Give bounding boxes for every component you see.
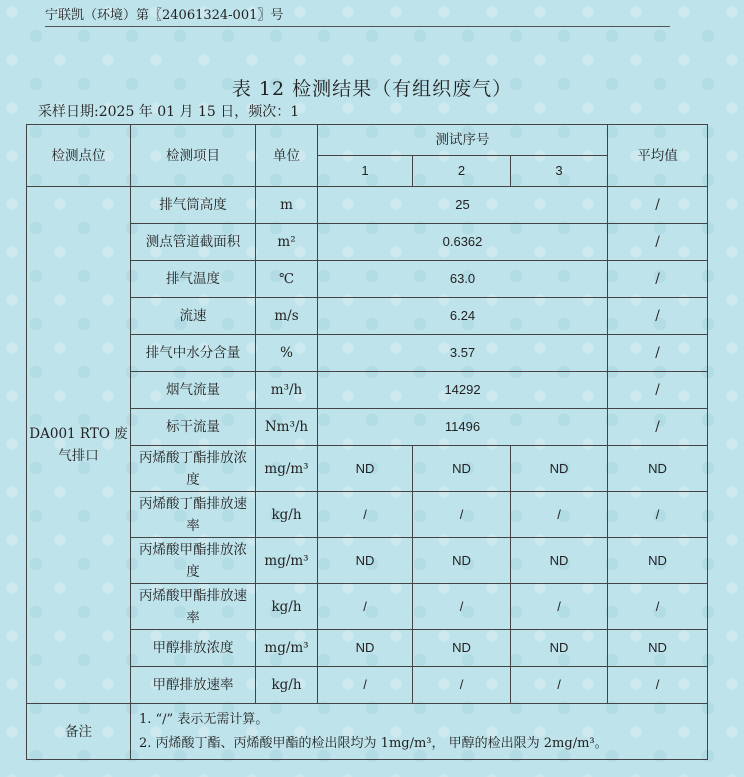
row-unit: m — [256, 187, 318, 224]
row-value: 14292 — [318, 372, 608, 409]
row-unit: mg/m³ — [256, 446, 318, 492]
row-item: 流速 — [131, 298, 256, 335]
row-value: 3.57 — [318, 335, 608, 372]
row-v2: / — [413, 492, 511, 538]
row-value: 63.0 — [318, 261, 608, 298]
row-unit: mg/m³ — [256, 630, 318, 667]
row-v3: ND — [511, 538, 608, 584]
header-n2: 2 — [413, 156, 511, 187]
row-avg: / — [608, 261, 708, 298]
row-avg: ND — [608, 630, 708, 667]
row-avg: / — [608, 372, 708, 409]
row-unit: m² — [256, 224, 318, 261]
results-table — [26, 124, 708, 760]
row-unit: mg/m³ — [256, 538, 318, 584]
row-item: 烟气流量 — [131, 372, 256, 409]
row-item: 丙烯酸甲酯排放浓度 — [131, 538, 256, 584]
row-value: 6.24 — [318, 298, 608, 335]
row-value: 11496 — [318, 409, 608, 446]
row-unit: m³/h — [256, 372, 318, 409]
row-item: 排气筒高度 — [131, 187, 256, 224]
remarks-label: 备注 — [27, 704, 131, 760]
row-avg: / — [608, 187, 708, 224]
row-avg: / — [608, 224, 708, 261]
remark-line-1: 1. “/” 表示无需计算。 — [139, 711, 269, 727]
row-v1: ND — [318, 538, 413, 584]
row-item: 甲醇排放速率 — [131, 667, 256, 704]
header-test-no: 测试序号 — [318, 125, 608, 156]
row-unit: m/s — [256, 298, 318, 335]
row-avg: / — [608, 298, 708, 335]
row-value: 0.6362 — [318, 224, 608, 261]
row-item: 测点管道截面积 — [131, 224, 256, 261]
report-number: 宁联凯（环境）第〖24061324-001〗号 — [45, 4, 670, 27]
row-v2: / — [413, 584, 511, 630]
remark-line-2: 2. 丙烯酸丁酯、丙烯酸甲酯的检出限均为 1mg/m³， 甲醇的检出限为 2mg/m³。 — [139, 735, 608, 751]
header-item: 检测项目 — [131, 125, 256, 187]
row-v1: ND — [318, 630, 413, 667]
row-v3: ND — [511, 446, 608, 492]
row-v3: / — [511, 492, 608, 538]
row-item: 排气温度 — [131, 261, 256, 298]
row-avg: / — [608, 584, 708, 630]
row-unit: kg/h — [256, 492, 318, 538]
row-v1: / — [318, 667, 413, 704]
row-avg: / — [608, 667, 708, 704]
header-point: 检测点位 — [27, 125, 131, 187]
row-avg: / — [608, 409, 708, 446]
row-unit: % — [256, 335, 318, 372]
remarks-content — [131, 704, 708, 760]
row-item: 标干流量 — [131, 409, 256, 446]
row-unit: Nm³/h — [256, 409, 318, 446]
header-unit: 单位 — [256, 125, 318, 187]
row-item: 排气中水分含量 — [131, 335, 256, 372]
row-item: 甲醇排放浓度 — [131, 630, 256, 667]
point-name: DA001 RTO 废气排口 — [27, 187, 131, 704]
row-item: 丙烯酸丁酯排放浓度 — [131, 446, 256, 492]
row-avg: ND — [608, 446, 708, 492]
sampling-info: 采样日期:2025 年 01 月 15 日，频次：1 — [38, 104, 300, 120]
row-unit: ℃ — [256, 261, 318, 298]
row-v2: ND — [413, 538, 511, 584]
row-v2: ND — [413, 446, 511, 492]
row-v3: ND — [511, 630, 608, 667]
table-row — [27, 187, 708, 224]
header-n3: 3 — [511, 156, 608, 187]
header-avg: 平均值 — [608, 125, 708, 187]
row-v1: / — [318, 584, 413, 630]
header-n1: 1 — [318, 156, 413, 187]
row-item: 丙烯酸甲酯排放速率 — [131, 584, 256, 630]
row-v3: / — [511, 667, 608, 704]
row-unit: kg/h — [256, 584, 318, 630]
row-item: 丙烯酸丁酯排放速率 — [131, 492, 256, 538]
row-unit: kg/h — [256, 667, 318, 704]
table-title: 表 12 检测结果（有组织废气） — [231, 78, 513, 100]
row-v2: / — [413, 667, 511, 704]
row-avg: / — [608, 492, 708, 538]
row-avg: / — [608, 335, 708, 372]
row-value: 25 — [318, 187, 608, 224]
row-v3: / — [511, 584, 608, 630]
row-avg: ND — [608, 538, 708, 584]
remarks-row — [27, 704, 708, 760]
row-v2: ND — [413, 630, 511, 667]
row-v1: ND — [318, 446, 413, 492]
row-v1: / — [318, 492, 413, 538]
